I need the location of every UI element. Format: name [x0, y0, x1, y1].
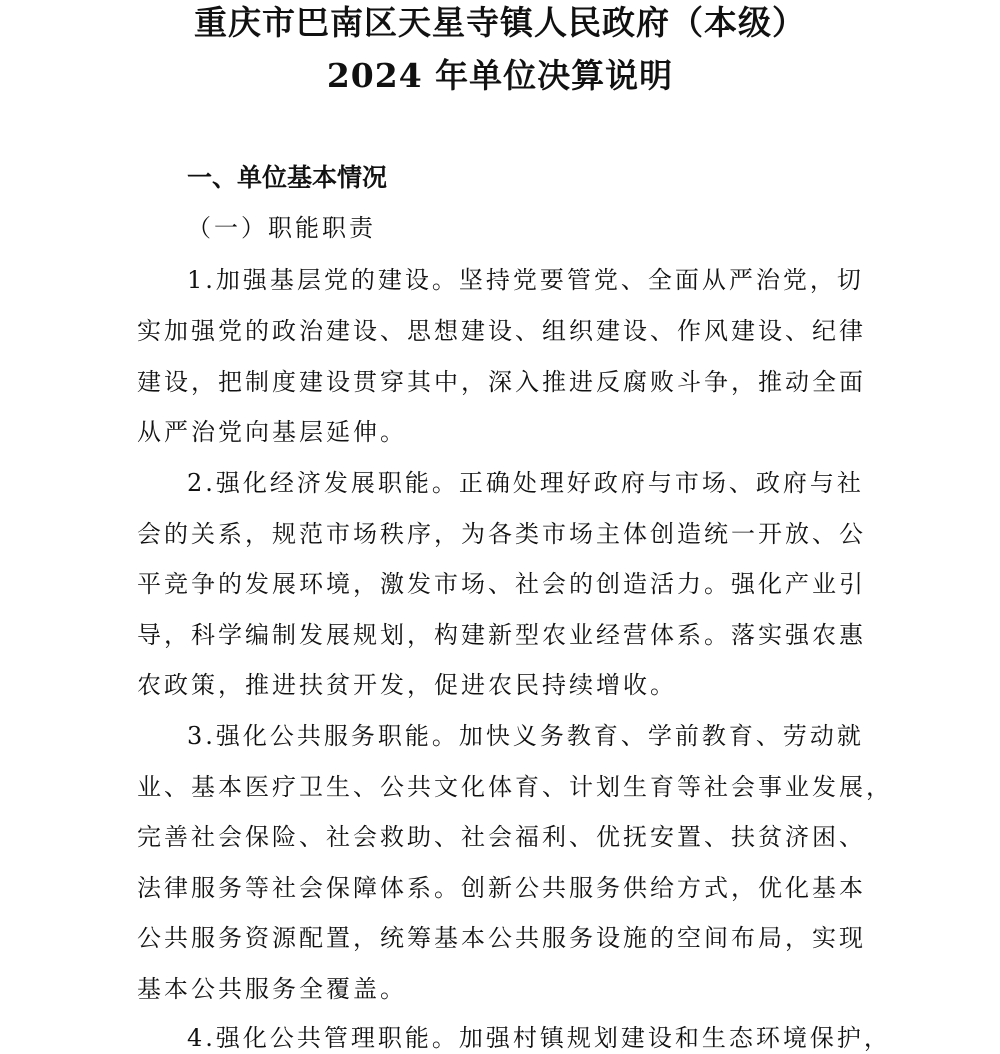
paragraph-2-line-3: 平竞争的发展环境，激发市场、社会的创造活力。强化产业引	[137, 570, 866, 598]
paragraph-3-line-1: 3.强化公共服务职能。加快义务教育、学前教育、劳动就	[187, 722, 864, 750]
document-title-line-2: 2024 年单位决算说明	[326, 56, 674, 95]
paragraph-3-line-4: 法律服务等社会保障体系。创新公共服务供给方式，优化基本	[137, 874, 866, 902]
paragraph-1-line-3: 建设，把制度建设贯穿其中，深入推进反腐败斗争，推动全面	[137, 368, 866, 396]
paragraph-3-line-6: 基本公共服务全覆盖。	[137, 975, 407, 1003]
subsection-heading-duties: （一）职能职责	[187, 214, 376, 242]
paragraph-3-line-3: 完善社会保险、社会救助、社会福利、优抚安置、扶贫济困、	[137, 823, 866, 851]
document-title-line-1: 重庆市巴南区天星寺镇人民政府（本级）	[194, 3, 806, 42]
paragraph-1-line-4: 从严治党向基层延伸。	[137, 418, 407, 446]
paragraph-3-line-5: 公共服务资源配置，统筹基本公共服务设施的空间布局，实现	[137, 924, 866, 952]
section-heading-basic-info: 一、单位基本情况	[187, 163, 388, 192]
paragraph-1-line-1: 1.加强基层党的建设。坚持党要管党、全面从严治党，切	[187, 266, 864, 294]
paragraph-2-line-5: 农政策，推进扶贫开发，促进农民持续增收。	[137, 671, 677, 699]
paragraph-1-line-2: 实加强党的政治建设、思想建设、组织建设、作风建设、纪律	[137, 317, 866, 345]
paragraph-2-line-2: 会的关系，规范市场秩序，为各类市场主体创造统一开放、公	[137, 520, 866, 548]
paragraph-2-line-1: 2.强化经济发展职能。正确处理好政府与市场、政府与社	[187, 469, 864, 497]
paragraph-2-line-4: 导，科学编制发展规划，构建新型农业经营体系。落实强农惠	[137, 621, 866, 649]
paragraph-4-line-1: 4.强化公共管理职能。加强村镇规划建设和生态环境保护，	[187, 1024, 891, 1052]
paragraph-3-line-2: 业、基本医疗卫生、公共文化体育、计划生育等社会事业发展，	[137, 773, 893, 801]
